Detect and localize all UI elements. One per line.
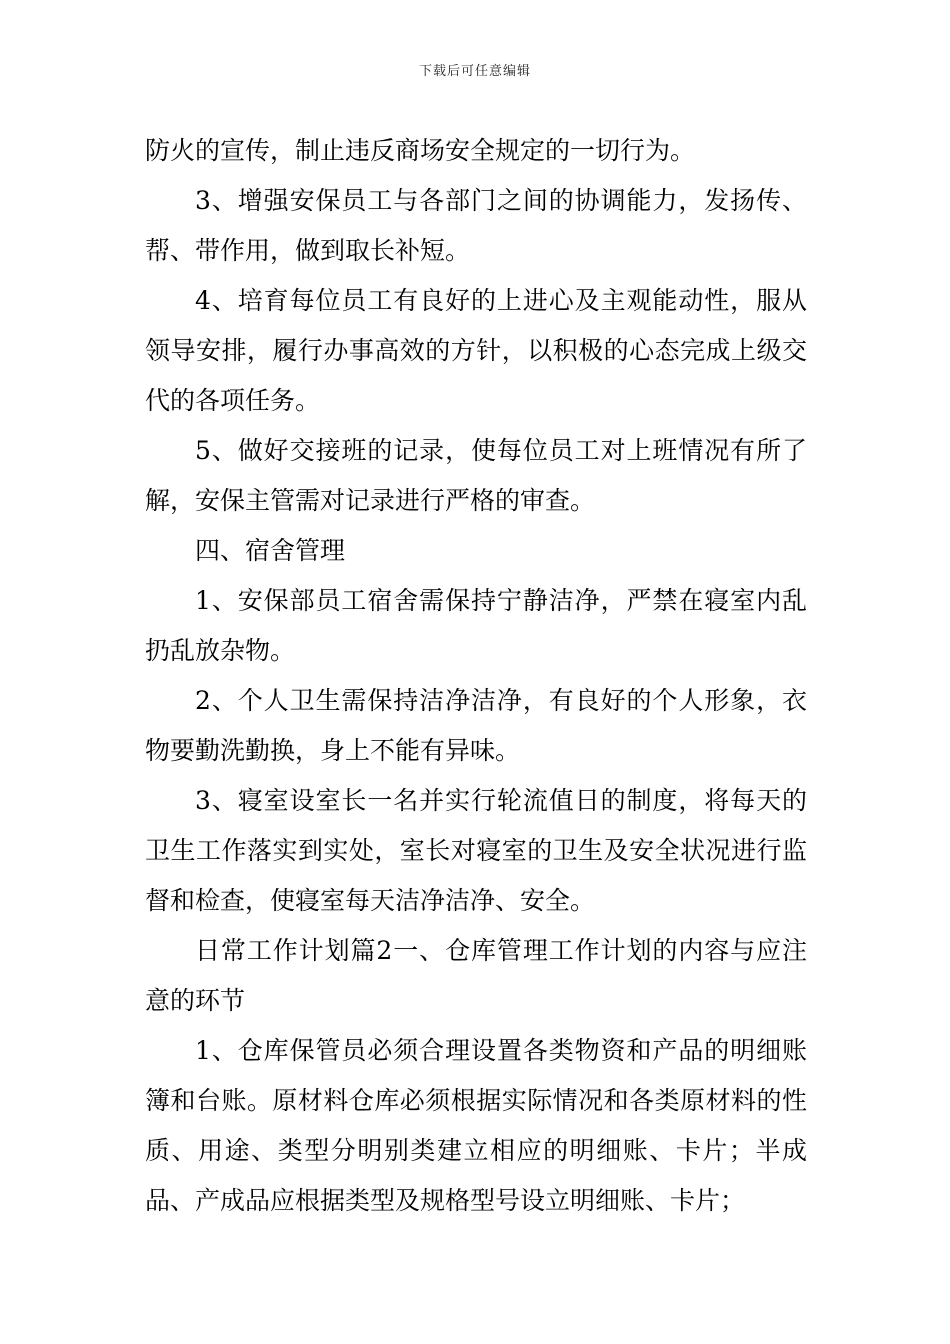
paragraph-4: 5、做好交接班的记录，使每位员工对上班情况有所了解，安保主管需对记录进行严格的审查。 bbox=[145, 436, 807, 515]
document-body bbox=[145, 126, 807, 1226]
page-header: 下载后可任意编辑 bbox=[418, 64, 531, 79]
paragraph-8: 3、寝室设室长一名并实行轮流值日的制度，将每天的卫生工作落实到实处，室长对寝室的卫生及安全状况进行监督和检查，使寝室每天洁净洁净、安全。 bbox=[145, 786, 807, 915]
paragraph-10: 1、仓库保管员必须合理设置各类物资和产品的明细账簿和台账。原材料仓库必须根据实际情况和各类原材料的性质、用途、类型分明别类建立相应的明细账、卡片；半成品、产成品应根据类型及规格型号设立明细账、卡片； bbox=[145, 1036, 807, 1215]
paragraph-3: 4、培育每位员工有良好的上进心及主观能动性，服从领导安排，履行办事高效的方针，以积极的心态完成上级交代的各项任务。 bbox=[145, 286, 807, 415]
paragraph-6: 1、安保部员工宿舍需保持宁静洁净，严禁在寝室内乱扔乱放杂物。 bbox=[145, 586, 807, 665]
paragraph-1: 防火的宣传，制止违反商场安全规定的一切行为。 bbox=[145, 136, 696, 165]
paragraph-7: 2、个人卫生需保持洁净洁净，有良好的个人形象，衣物要勤洗勤换，身上不能有异味。 bbox=[145, 686, 807, 765]
section-heading-warehouse: 日常工作计划篇2一、仓库管理工作计划的内容与应注意的环节 bbox=[145, 936, 807, 1015]
paragraph-2: 3、增强安保员工与各部门之间的协调能力，发扬传、帮、带作用，做到取长补短。 bbox=[145, 186, 807, 265]
section-heading-dormitory: 四、宿舍管理 bbox=[195, 536, 346, 565]
